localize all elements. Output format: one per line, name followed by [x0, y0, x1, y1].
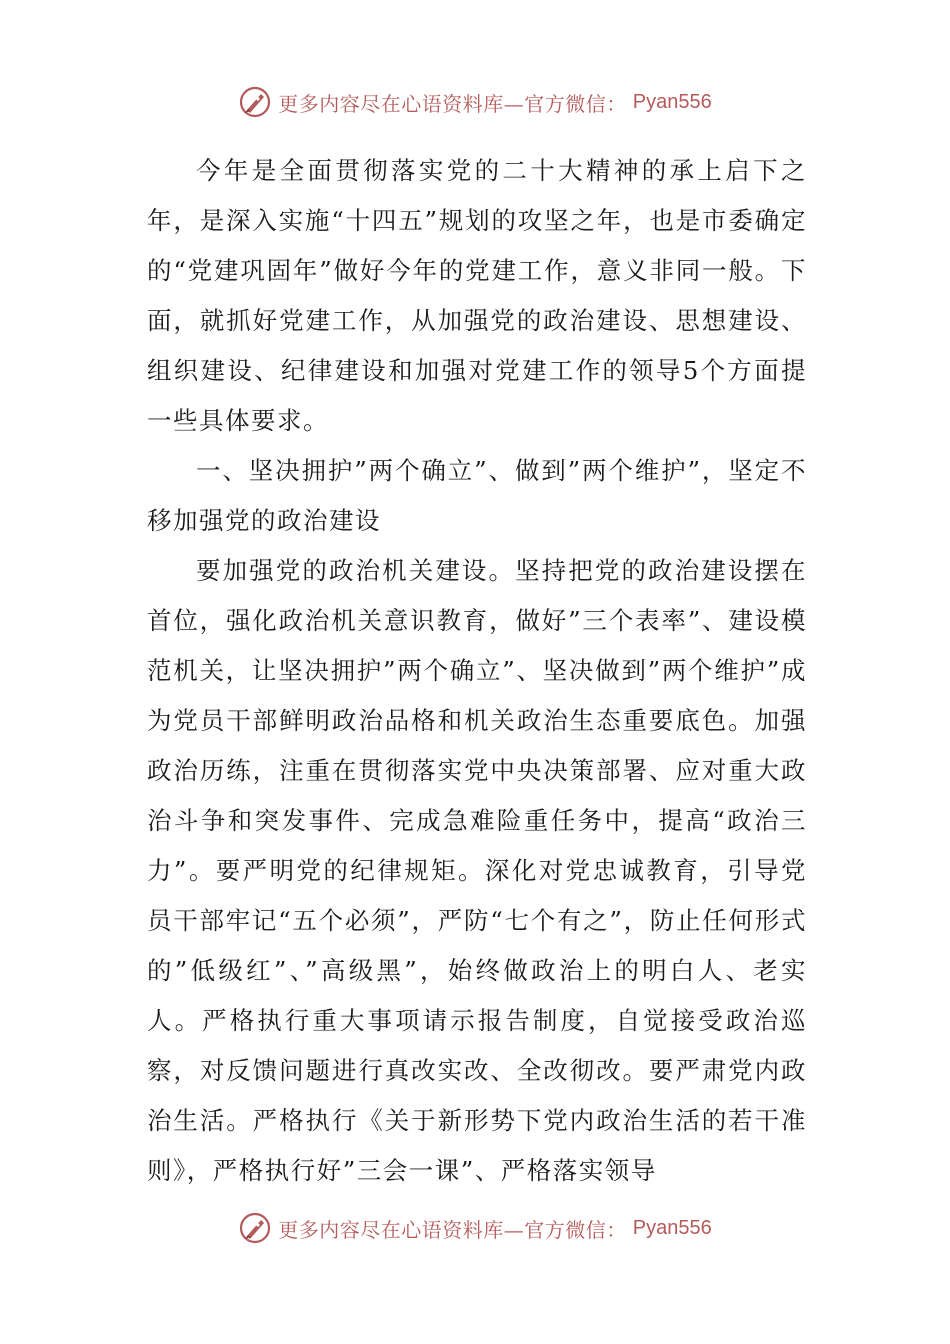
header-text: 更多内容尽在心语资料库—官方微信： — [278, 91, 627, 116]
section-heading-1: 一、坚决拥护”两个确立”、做到”两个维护”，坚定不移加强党的政治建设 — [147, 456, 807, 535]
paragraph-intro: 今年是全面贯彻落实党的二十大精神的承上启下之年，是深入实施“十四五”规划的攻坚之年，也是市委确定的“党建巩固年”做好今年的党建工作，意义非同一般。下面，就抓好党建工作，从加强党的政治建设、思想建设、组织建设、纪律建设和加强对党建工作的领导5个方面提一些具体要求。 — [147, 156, 807, 435]
header-banner — [0, 82, 950, 122]
footer-wechat-id: Pyan556 — [632, 1216, 712, 1239]
pen-logo-icon — [238, 1211, 272, 1245]
document-body — [147, 146, 807, 1196]
paragraph-political-building: 要加强党的政治机关建设。坚持把党的政治建设摆在首位，强化政治机关意识教育，做好”三个表率”、建设模范机关，让坚决拥护”两个确立”、坚决做到”两个维护”成为党员干部鲜明政治品格和机关政治生态重要底色。加强政治历练，注重在贯彻落实党中央决策部署、应对重大政治斗争和突发事件、完成急难险重任务中，提高“政治三力”。要严明党的纪律规矩。深化对党忠诚教育，引导党员干部牢记“五个必须”，严防“七个有之”，防止任何形式的”低级红”、”高级黑”，始终做政治上的明白人、老实人。严格执行重大事项请示报告制度，自觉接受政治巡察，对反馈问题进行真改实改、全改彻改。要严肃党内政治生活。严格执行《关于新形势下党内政治生活的若干准则》，严格执行好”三会一课”、严格落实领导 — [147, 556, 807, 1185]
footer-text: 更多内容尽在心语资料库—官方微信： — [278, 1217, 627, 1242]
pen-logo-icon — [238, 85, 272, 119]
footer-banner — [0, 1208, 950, 1248]
header-wechat-id: Pyan556 — [632, 90, 712, 113]
